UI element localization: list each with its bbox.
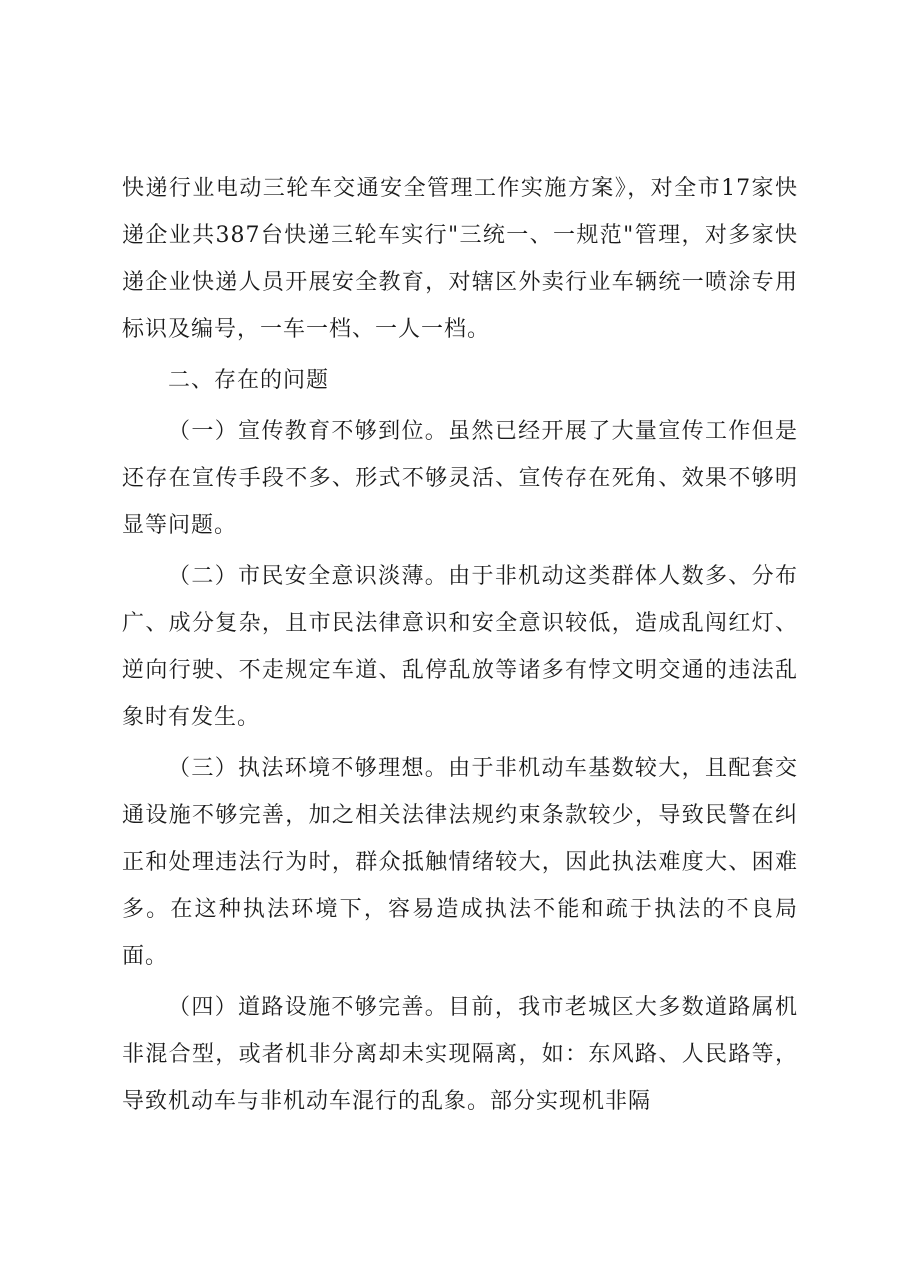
paragraph-problem-4: （四）道路设施不够完善。目前，我市老城区大多数道路属机非混合型，或者机非分离却未实现隔离，如：东风路、人民路等，导致机动车与非机动车混行的乱象。部分实现机非隔 <box>122 995 798 1114</box>
section-heading-problems: 二、存在的问题 <box>168 368 330 393</box>
paragraph-problem-3: （三）执法环境不够理想。由于非机动车基数较大，且配套交通设施不够完善，加之相关法律法规约束条款较少，导致民警在纠正和处理违法行为时，群众抵触情绪较大，因此执法难度大、困难多。在这种执法环境下，容易造成执法不能和疏于执法的不良局面。 <box>122 756 798 969</box>
paragraph-continuation: 快递行业电动三轮车交通安全管理工作实施方案》，对全市17家快递企业共387台快递三轮车实行"三统一、一规范"管理，对多家快递企业快递人员开展安全教育，对辖区外卖行业车辆统一喷涂专用标识及编号，一车一档、一人一档。 <box>122 176 798 342</box>
paragraph-problem-2: （二）市民安全意识淡薄。由于非机动这类群体人数多、分布广、成分复杂，且市民法律意识和安全意识较低，造成乱闯红灯、逆向行驶、不走规定车道、乱停乱放等诸多有悖文明交通的违法乱象时有发生。 <box>122 564 798 730</box>
paragraph-problem-1: （一）宣传教育不够到位。虽然已经开展了大量宣传工作但是还存在宣传手段不多、形式不够灵活、宣传存在死角、效果不够明显等问题。 <box>122 419 798 538</box>
document-body <box>122 165 798 1125</box>
